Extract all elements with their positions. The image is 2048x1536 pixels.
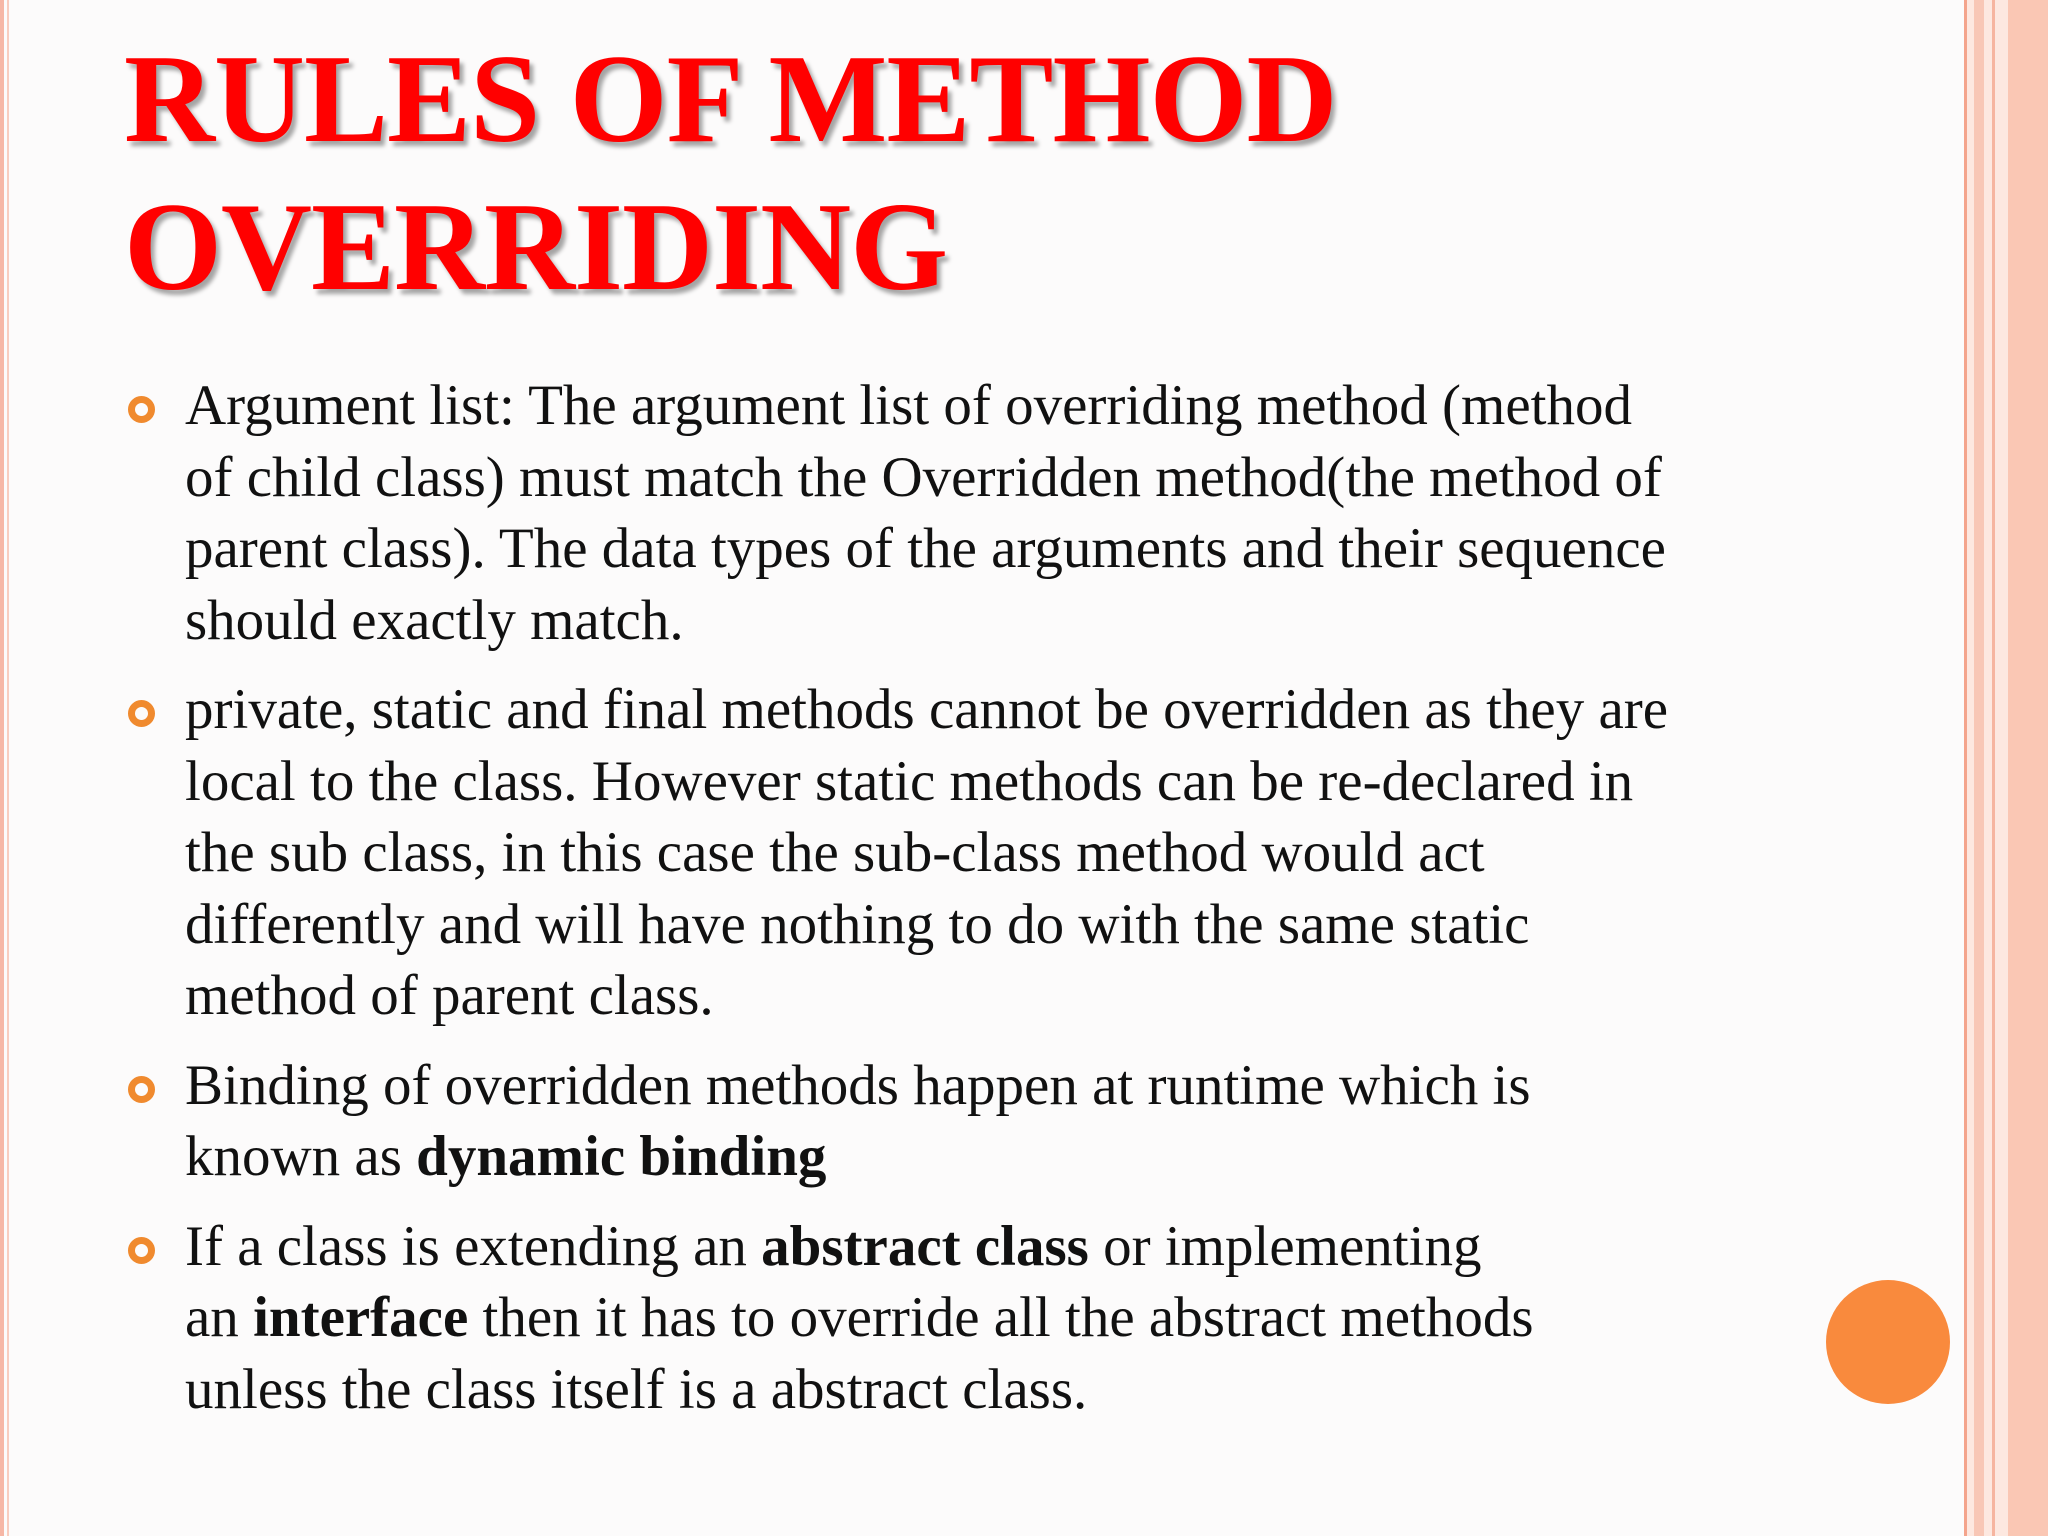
bullet-item-argument-list: [124, 370, 1764, 656]
bullet-text: [185, 1050, 1764, 1193]
hollow-circle-bullet-icon: [128, 396, 155, 423]
bullet-line: of child class) must match the Overridden method(the method of: [185, 445, 1662, 509]
bullet-text-run: or implementing: [1088, 1214, 1482, 1278]
bullet-text-run: known as: [185, 1125, 417, 1188]
left-decor-stripe: [0, 0, 4, 1536]
left-decor-stripe: [7, 0, 9, 1536]
bullet-line: private, static and final methods cannot be overridden as they are: [185, 678, 1669, 741]
bullet-line: should exactly match.: [185, 588, 684, 652]
hollow-circle-bullet-icon: [128, 700, 155, 727]
bullet-line: [185, 1121, 1764, 1193]
hollow-circle-bullet-icon: [128, 1076, 155, 1103]
bullet-text: [185, 1211, 1764, 1426]
bullet-line: Binding of overridden methods happen at runtime which is: [185, 1053, 1531, 1117]
title-line: OVERRIDING: [124, 178, 948, 317]
bullet-text-run: then it has to override all the abstract methods: [468, 1286, 1534, 1349]
bullet-list: [124, 370, 1764, 1443]
right-decor-stripe: [1992, 0, 1995, 1536]
slide-title: [124, 26, 1624, 322]
bullet-line: local to the class. However static methods can be re-declared in: [185, 749, 1634, 813]
bullet-text-run: If a class is extending an: [185, 1214, 762, 1278]
orange-circle-decoration: [1826, 1280, 1950, 1404]
bullet-line: [185, 1282, 1764, 1354]
right-decor-stripe: [1964, 0, 1967, 1536]
bullet-line: method of parent class.: [185, 964, 714, 1027]
hollow-circle-bullet-icon: [128, 1237, 155, 1264]
bullet-line: differently and will have nothing to do with the same static: [185, 892, 1530, 956]
title-line: RULES OF METHOD: [124, 30, 1337, 169]
bullet-text-run: an: [185, 1286, 254, 1349]
bold-term-interface: interface: [253, 1286, 469, 1349]
bullet-line: unless the class itself is a abstract class.: [185, 1357, 1088, 1421]
right-decor-stripe: [1974, 0, 1984, 1536]
bullet-line: the sub class, in this case the sub-class method would act: [185, 821, 1485, 884]
bullet-line: [185, 1211, 1764, 1283]
right-decor-stripe: [2008, 0, 2048, 1536]
bullet-line: parent class). The data types of the arguments and their sequence: [185, 517, 1666, 580]
bullet-line: Argument list: The argument list of overriding method (method: [185, 374, 1632, 437]
bullet-text: [185, 370, 1764, 656]
bullet-item-abstract-interface: [124, 1211, 1764, 1426]
bullet-item-private-static-final: [124, 674, 1764, 1032]
bold-term-dynamic-binding: dynamic binding: [416, 1125, 827, 1188]
bullet-text: [185, 674, 1764, 1032]
bullet-item-dynamic-binding: [124, 1050, 1764, 1193]
bold-term-abstract-class: abstract class: [761, 1214, 1089, 1278]
